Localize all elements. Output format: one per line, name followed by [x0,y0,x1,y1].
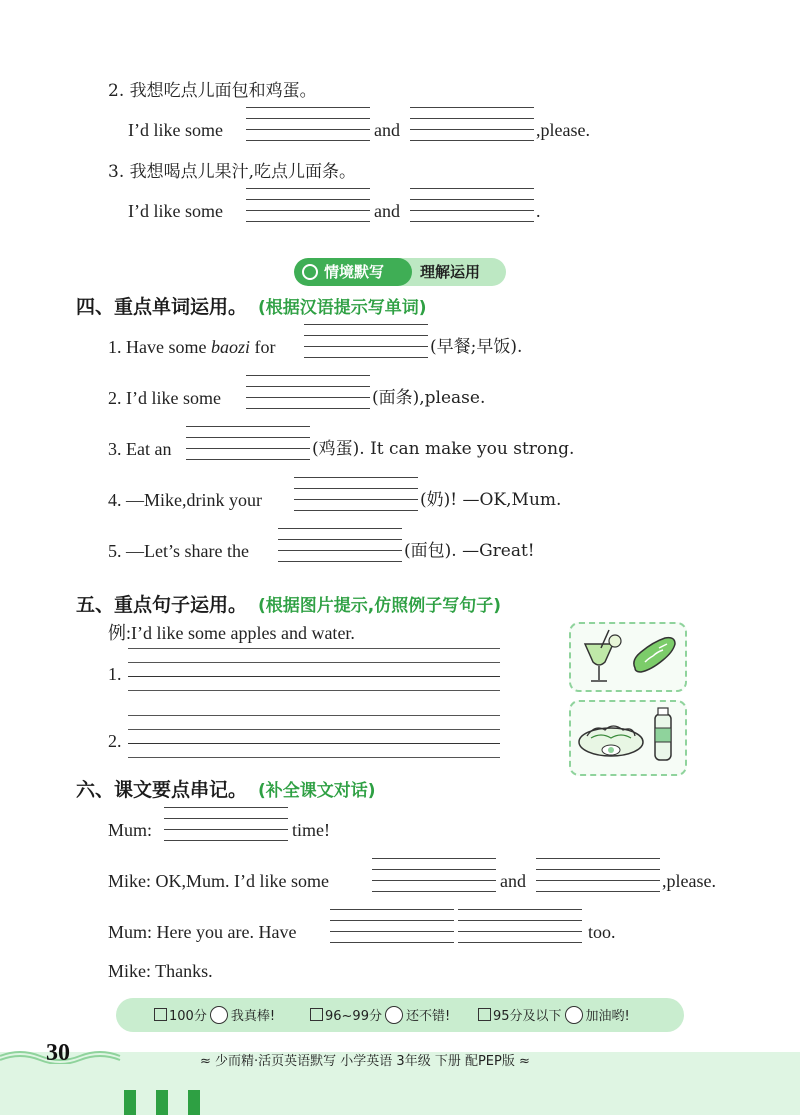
q3-3-prefix: I’d like some [128,201,223,221]
q4-2-end: (面条),please. [372,388,486,408]
part4-hint: (根据汉语提示写单词) [258,298,427,318]
medal-icon [302,264,318,280]
q4-3-blank[interactable] [186,426,310,460]
p6-line3-end: too. [588,922,616,942]
picture-noodles-milk [569,700,687,776]
q4-5-prefix: 5. —Let’s share the [108,541,249,561]
part5-hint: (根据图片提示,仿照例子写句子) [258,596,501,616]
checkbox-icon[interactable] [478,1008,491,1021]
q4-3-end: (鸡蛋). It can make you strong. [312,439,575,459]
page-number: 30 [46,1040,70,1066]
q4-2-prefix: 2. I’d like some [108,388,221,408]
q4-5-end: (面包). —Great! [404,541,535,561]
q3-3-blank-2[interactable] [410,188,534,222]
score-bar [116,998,684,1032]
smile-face-icon [385,1006,403,1024]
p6-line2-blank-1[interactable] [372,858,496,892]
p6-line3-blank-1[interactable] [330,909,454,943]
part4-heading: 四、重点单词运用。 [76,296,248,318]
juice-bread-illustration [571,624,685,690]
p6-line1-speaker: Mum: [108,820,153,840]
q3-3-and: and [374,201,400,221]
p6-line1-end: time! [292,820,330,840]
q3-2-prefix: I’d like some [128,120,223,140]
q3-2-blank-1[interactable] [246,107,370,141]
p6-line2-and: and [500,871,526,891]
q3-3-end: . [536,201,541,221]
checkbox-icon[interactable] [154,1008,167,1021]
q3-2-blank-2[interactable] [410,107,534,141]
noodles-milk-illustration [571,702,685,774]
score-option-100[interactable]: 100分 我真棒! [154,1005,275,1024]
q4-4-prefix: 4. —Mike,drink your [108,490,262,510]
picture-juice-bread [569,622,687,692]
cheer-face-icon [565,1006,583,1024]
banner-right-label: 理解运用 [420,263,481,281]
score-option-96-99[interactable]: 96~99分 还不错! [310,1005,450,1024]
p6-line4: Mike: Thanks. [108,961,213,981]
q3-3-chinese: 3. 我想喝点儿果汁,吃点儿面条。 [108,162,357,182]
q4-1-prefix: 1. Have some baozi for [108,337,276,357]
p6-line1-blank[interactable] [164,807,288,841]
q3-3-blank-1[interactable] [246,188,370,222]
q4-4-end: (奶)! —OK,Mum. [420,490,562,510]
p6-line3-prefix: Mum: Here you are. Have [108,922,297,942]
part5-num-2: 2. [108,731,122,751]
part5-example: 例:I’d like some apples and water. [108,623,355,643]
p6-line2-end: ,please. [662,871,716,891]
p6-line2-prefix: Mike: OK,Mum. I’d like some [108,871,329,891]
q4-1-end: (早餐;早饭). [430,337,523,357]
q4-3-prefix: 3. Eat an [108,439,172,459]
part6-heading: 六、课文要点串记。 [76,779,248,801]
happy-face-icon [210,1006,228,1024]
part6-hint: (补全课文对话) [258,781,376,801]
q4-2-blank[interactable] [246,375,370,409]
checkbox-icon[interactable] [310,1008,323,1021]
book-title: ≈ 少而精·活页英语默写 小学英语 3年级 下册 配PEP版 ≈ [200,1054,530,1069]
p6-line2-blank-2[interactable] [536,858,660,892]
q3-2-and: and [374,120,400,140]
q3-2-end: ,please. [536,120,590,140]
part5-num-1: 1. [108,664,122,684]
score-option-95-below[interactable]: 95分及以下 加油哟! [478,1005,630,1024]
p6-line3-blank-2[interactable] [458,909,582,943]
q4-1-blank[interactable] [304,324,428,358]
q4-4-blank[interactable] [294,477,418,511]
q4-5-blank[interactable] [278,528,402,562]
q3-2-chinese: 2. 我想吃点儿面包和鸡蛋。 [108,81,317,101]
section-banner [294,258,506,286]
banner-left-label: 情境默写 [324,263,385,281]
part5-heading: 五、重点句子运用。 [76,594,248,616]
